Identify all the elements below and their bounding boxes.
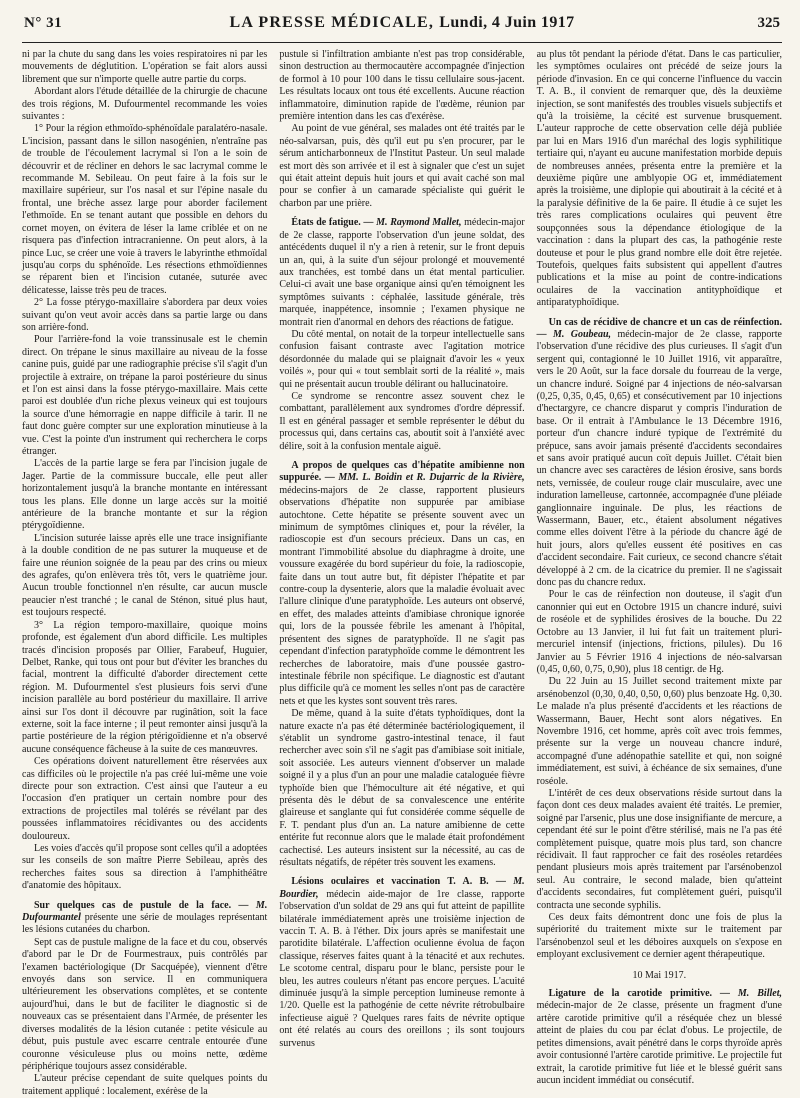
paragraph: Sept cas de pustule maligne de la face et du cou, observés d'abord par le Dr de Fourmestraux, puis contrôlés par l'examen bactériologique (Dr Sacquépée), viennent d'être envoyés dans son service. Il en communiquera ultérieurement les observations complètes, et se contente aujourd'hui, dans le but de faciliter le diagnostic si de nouveaux cas se présentaient dans l'Armée, de présenter les diverses modalités de la lésion cutanée : petite vésicule au début, puis pustule avec escarre centrale entourée d'une couronne vésiculeuse plus ou moins nette, œdème périphérique toujours assez considérable. — [22, 936, 268, 1072]
section-intro: médecins-majors de 2e classe, rapportent plusieurs observations d'hépatite non suppurée par amibiase autochtone. Cette hépatite se présente souvent avec un minimum de symptômes cliniques et, pour la révéler, la radioscopie est d'un secours précieux. Dans un cas, en montrant l'immobilité absolue du diaphragme à droite, une voussure exagérée du bord supérieur du foie, la radioscopie, faite dans un tout autre but, fit dépister l'hépatite et par contre-coup la dysenterie, alors que la maladie évoluait avec l'allure clinique d'une paratyphoïde. Les auteurs ont observé, en effet, des malades atteints d'amibiase chronique ignorée qui, lors de la poussée fébrile les amenant à l'hôpital, présentent des signes de paratyphoïde. Il ne s'agit pas cependant d'infection paratyphoïde comme le démontrent les recherches de laboratoire, mais d'une poussée gastro-intestinale fébrile non spécifique. Le diagnostic est d'autant plus difficile qu'à ce moment les selles n'ont pas de caractère nets et que les kystes sont souvent très rares. — [279, 484, 525, 707]
section-author: — M. Raymond Mallet, — [363, 217, 462, 229]
section-author: — MM. L. Boidin et R. Dujarric de la Rivière, — [324, 472, 525, 484]
section-author: — M. Bourdier, — [279, 876, 525, 900]
paragraph: Ces deux faits démontrent donc une fois de plus la supériorité du traitement mixte sur le traitement par l'arsénobenzol seul et les déboires auxquels on s'expose en employant exclusivement ce dernier agent thérapeutique. — [536, 912, 782, 961]
page-header — [22, 14, 782, 43]
paragraph: 3° La région temporo-maxillaire, quoique moins profonde, est également d'un abord difficile. Les multiples tracés d'incision proposés par Ollier, Farabeuf, Huguier, Delbet, Ranke, qui tous ont pour but d'éviter les branches du facial, montrent la difficulté d'aborder directement cette région. M. Dufourmentel s'est plusieurs fois servi d'une incision parallèle au bord postérieur du maxillaire. Il arrive ainsi sur l'os dont il découvre par ruginâtion, soit la face externe, soit la face interne ; il peut remonter ainsi jusqu'à la partie postérieure de la région ptérigoïdienne et n'a observé aucune conséquence fâcheuse à la suite de ces manœuvres. — [22, 619, 268, 755]
paragraph: Du 22 Juin au 15 Juillet second traitement mixte par arsénobenzol (0,30, 0,40, 0,50, 0,60) plus benzoate Hg. 0,30. Le malade n'a plus présenté d'accidents et les réactions de Wassermann, Bauer, Hecht sont alors négatives. En Novembre 1916, cet homme, après coït avec trois femmes, présente sur la verge un nouveau chancre induré, accompagné d'une adénopathie satellite et qui, non soigné immédiatement, est suivi, à échéance de six semaines, d'une roséole. — [536, 676, 782, 787]
section-title: États de fatigue. — [291, 217, 361, 229]
paragraph: Abordant alors l'étude détaillée de la chirurgie de chacune des trois régions, M. Dufourmentel recommande les voies suivantes : — [22, 86, 268, 123]
section-author: — M. Dufourmantel — [22, 899, 268, 924]
issue-number: N° 31 — [24, 15, 63, 31]
journal-name: LA PRESSE MÉDICALE, — [229, 14, 435, 31]
column-1 — [22, 49, 268, 1097]
section-heading — [537, 988, 782, 1087]
section-heading — [279, 460, 524, 708]
paragraph: L'auteur précise cependant de suite quelques points du traitement appliqué : localement, exérèse de la — [22, 1073, 268, 1097]
section-author: — M. Billet, — [719, 988, 782, 1000]
section-intro: présente une série de moulages représentant les lésions cutanées du charbon. — [22, 912, 268, 936]
section-title: Lésions oculaires et vaccination T. A. B. — [291, 876, 489, 888]
section-intro: médecin-major de 2e classe, rapporte l'observation d'une récidive des plus curieuses. Il s'agit d'un sergent qui, contagionné le 10 Juillet 1916, vit apparaître, vers le 20 Août, sur la face dorsale du fourreau de la verge, un chancre induré. Soigné par 4 injections de néo-salvarsan (0,25, 0,35, 0,45, 0,65) et consécutivement par 10 injections d'hectargyre, ce chancre disparut y compris l'induration de base. Or il entrait à l'Ambulance le 13 Décembre 1916, porteur d'un chancre induré typique de l'extrémité du prépuce, sans avoir jamais présenté d'accidents secondaires et sans avoir pratiqué aucun coït depuis Juillet. C'était bien un chancre avec ses caractères de lésion érosive, sans bords nets, vernissée, de couleur rouge clair musculaire, avec une induration lamelleuse, cartonnée, accompagnée d'une pléiade ganglionnaire inguinale. De plus, les réactions de Wassermann, Bauer, etc., étaient absolument négatives comme elles doivent l'être à la période du chancre âgé de huit jours, alors qu'elles eussent été positives en cas d'accident secondaire. Fait curieux, ce second chancre s'était développé à 2 cm. de la cicatrice du premier. Il ne s'agissait donc pas du chancre redux. — [536, 328, 782, 589]
section-intro: médecin-major de 2e classe, présente un fragment d'une artère carotide primitive qu'il a réséquée chez un blessé atteint de plaies du cou par éclat d'obus. Le projectile, de petites dimensions, avait pénétré dans le corps thyroïde après avoir contusionné l'artère carotide primitive. Le projectile fut extrait, la carotide primitive fut liée et le blessé guérit sans aucun incident immédiat ou consécutif. — [536, 1000, 782, 1086]
paragraph: Ces opérations doivent naturellement être réservées aux cas difficiles où le projectile n'a pas créé lui-même une voie directe pour son extraction. C'est ainsi que l'auteur a eu l'occasion d'en pratiquer un certain nombre pour des extractions de projectiles mal tolérés se révélant par des poussées inflammatoires récidivantes ou des accidents douloureux. — [22, 756, 268, 842]
section-heading — [22, 900, 267, 937]
paragraph: pustule si l'infiltration ambiante n'est pas trop considérable, sinon destruction au thermocautère accompagnée d'injection de formol à 10 pour 100 dans le tissu cellulaire sous-jacent. Les résultats locaux ont tous été excellents. Aucune réaction inflammatoire, diminution rapide de l'œdème, réunion par première intention dans les cas d'exérèse. — [279, 49, 525, 123]
paragraph: Du côté mental, on notait de la torpeur intellectuelle sans confusion faisant contraste avec l'agitation motrice désordonnée du malade qui se plaignait d'avoir les « yeux voilés », pour qui « tout semblait sorti de la réalité », mais qui ne présentait aucun trouble délirant ou hallucinatoire. — [279, 328, 525, 390]
section-title: A propos de quelques cas d'hépatite amibienne non suppurée. — [279, 460, 525, 484]
issue-date: Lundi, 4 Juin 1917 — [439, 14, 575, 31]
paragraph: Au point de vue général, ses malades ont été traités par le néo-salvarsan, puis, dès qu'il eut pu s'en procurer, par le sérum anticharbonneux de l'Institut Pasteur. Un seul malade est mort dès son arrivée et il est à signaler que c'est un sujet qui était atteint depuis huit jours et qui avait caché son mal pour se confier à un camarade spécialiste qui guérit le charbon par une prière. — [279, 123, 525, 209]
section-intro: médecin aide-major de 1re classe, rapporte l'observation d'un soldat de 29 ans qui fut atteint de papillite bilatérale immédiatement après une troisième injection de vaccin T. A. B. à l'éther. Dix jours après se manifestait une parotidite bilatérale. L'affection oculienne évolua de façon classique, réserves faites quant à la ténacité et aux rechutes. Le scotome central, disparu pour le blanc, persiste pour le bleu, les autres couleurs n'étant pas encore perçues. L'acuité diminuée jusqu'à la simple perception lumineuse remonte à 1/20. Quelle est la pathogénie de cette névrite rétrobulbaire infectieuse aiguë ? Quelques rares faits de névrite optique ont été relatés au cours des oreillons ; ils sont toujours survenus — [279, 888, 525, 1049]
section-heading — [279, 876, 524, 1050]
paragraph: Pour le cas de réinfection non douteuse, il s'agit d'un canonnier qui eut en Octobre 1915 un chancre induré, suivi de roséole et de syphilides érosives de la bouche. Du 22 Octobre au 13 Janvier, il lui fut fait un traitement pluri-mercuriel intensif (injections, frictions, pilules). Du 16 Janvier au 5 Février 1916 4 injections de néo-salvarsan (0,45, 0,60, 0,75, 0,90), plus 18 centigr. de Hg. — [536, 589, 782, 675]
session-date: 10 Mai 1917. — [632, 969, 687, 981]
paragraph: ni par la chute du sang dans les voies respiratoires ni par les mouvements de déglutition. L'opération se fait alors aussi librement que sur n'importe quelle autre partie du corps. — [22, 49, 268, 85]
section-heading — [279, 217, 524, 329]
paragraph: Ce syndrome se rencontre assez souvent chez le combattant, parallèlement aux syndromes d'ordre dépressif. Il est en général passager et semble représenter le début du processus qui, dans certains cas, aboutit soit à l'anxiété avec délire, soit à la confusion mentale aiguë. — [279, 390, 525, 452]
column-3 — [536, 49, 782, 1086]
section-heading — [537, 317, 782, 590]
section-intro: médecin-major de 2e classe, rapporte l'observation d'un jeune soldat, des antécédents duquel il n'y a rien à retenir, sur le front depuis un an, qui, à la suite d'un séjour prolongé et mouvementé aux tranchées, est tombé dans un état mental particulier. Celui-ci avait une base organique ainsi qu'en témoignent les symptômes suivants : céphalée, lassitude générale, très marquée, inappétence, insomnie ; l'examen physique ne montrait rien d'anormal en dehors des réactions de fatigue. — [279, 217, 525, 328]
section-title: Sur quelques cas de pustule de la face. — [34, 899, 232, 911]
section-title: Un cas de récidive de chancre et un cas de réinfection. — [548, 316, 782, 328]
paragraph: L'accès de la partie large se fera par l'incision jugale de Jager. Partie de la commissure buccale, elle peut aller horizontalement jusqu'à la branche montante en intéressant tous les plans. Elle donne un large accès sur la moitié antérieure de la branche montante et sur la région ptérygoïdienne. — [22, 458, 268, 532]
paragraph: Les voies d'accès qu'il propose sont celles qu'il a adoptées sur les conseils de son maître Pierre Sebileau, après des recherches faites sous sa direction à l'amphithéâtre d'anatomie des hôpitaux. — [22, 843, 268, 892]
paragraph: au plus tôt pendant la période d'état. Dans le cas particulier, les symptômes oculaires ont précédé de seize jours la période d'invasion. En ce qui concerne l'influence du vaccin T. A. B., il convient de remarquer que, dès la deuxième injection, se sont manifestés des troubles visuels subjectifs et qu'à la troisième, la cécité est survenue brusquement. L'auteur rapproche de cette observation celle déjà publiée par lui en Mars 1916 d'un maréchal des logis syphilitique tertiaire qui, n'ayant eu aucune manifestation morbide depuis de nombreuses années, présenta entre la première et la deuxième piqûre une amblyopie OG et, immédiatement après la troisième, une diplopie qui aboutirait à la cécité et à la paralysie définitive de la 6e paire. Il étudie à ce sujet les très rares complications oculaires qui peuvent être soupçonnées sous la dépendance étiologique de la vaccination : dans la plupart des cas, la pathogénie reste douteuse et pour le plus grand nombre elle doit être rejetée. Toutefois, quelques faits subsistent qui appellent d'autres publications et la mise au point de contre-indications oculaires de la vaccination antityphoïdique et antiparatyphoïdique. — [536, 49, 782, 309]
paragraph: 1° Pour la région ethmoïdo-sphénoïdale paralatéro-nasale. L'incision, passant dans le sillon nasogénien, n'entraîne pas de trouble de l'écoulement lacrymal si l'on a le soin de découvrir et de récliner en dehors le sac lacrymal comme le recommande M. Sebileau. On peut faire à la fois sur le maxillaire supérieur, sur l'os nasal et sur l'épine nasale du frontal, une brèche assez large pour aborder facilement l'ethmoïde. En se tenant autant que possible en dehors du cornet moyen, on évitera de léser la lame criblée et on ne risquera pas d'infection intracranienne. On peut alors, à la pince Luc, se créer une voie à travers le labyrinthe ethmoïdal jusqu'au corps du sphénoïde. Les résections ethmoïdiennes se réparent bien et l'incision cutanée, suturée avec délicatesse, laisse très peu de traces. — [22, 123, 268, 296]
paragraph: De même, quand à la suite d'états typhoïdiques, dont la nature exacte n'a pas été déterminée bactériologiquement, il s'établit un syndrome gastro-intestinal tenace, il faut rechercher avec soin s'il ne s'agit pas d'amibiase soit initiale, soit associée. Les auteurs viennent d'observer un malade soigné il y a plus d'un an pour une maladie cataloguée fièvre typhoïde bien que l'hémoculture ait été négative, et qui présenta dès le début de sa convalescence une entérite glaireuse et sanglante qui fut considérée comme séquelle de F. T. pendant plus d'un an. La nature amibienne de cette entérite fut reconnue alors que le malade était profondément cachectisé. Les auteurs insistent sur la nécessité, au cas de résultats négatifs, de répéter très souvent les examens. — [279, 708, 525, 868]
column-2 — [279, 49, 524, 1077]
section-author: — M. Goubeau, — [536, 328, 612, 340]
section-title: Ligature de la carotide primitive. — [548, 988, 713, 1000]
paragraph: L'intérêt de ces deux observations réside surtout dans la façon dont ces deux malades avaient été traités. Le premier, soigné par l'arsenic, plus une dose insignifiante de mercure, a cependant été sur le point d'être stérilisé, mais ne l'a pas été complètement puisque, quatre mois plus tard, son chancre récidivait. Il faut rapprocher ce fait des roséoles retardées pendant plusieurs mois après traitement par l'arsénobenzol seul. Au contraire, le second malade, bien qu'atteint d'accidents secondaires, fut complètement guéri, puisqu'il contracta une seconde syphilis. — [536, 787, 782, 911]
paragraph: 2° La fosse ptérygo-maxillaire s'abordera par deux voies suivant qu'on veut avoir accès dans sa partie large ou dans son arrière-fond. — [22, 297, 268, 333]
paragraph: L'incision suturée laisse après elle une trace insignifiante à la double condition de ne pas suturer la muqueuse et de faire une réunion soignée de la peau par des crins ou mieux des agrafes, qu'on enlèvera très tôt, vers le quatrième jour. Aucun trouble fonctionnel n'en résulte, car aucun muscle peaucier n'est tranché ; le canal de Sténon, situé plus haut, est toujours respecté. — [22, 532, 268, 619]
page-number: 325 — [757, 15, 780, 31]
journal-title — [229, 14, 574, 32]
text-columns — [22, 49, 782, 1097]
paragraph: Pour l'arrière-fond la voie transsinusale est le chemin direct. On trépane le sinus maxillaire au niveau de la fosse canine puis, guidé par une radiographie précise s'il s'agit d'un projectile à extraire, on trépane la paroi postérieure du sinus et l'on est ainsi dans la fosse ptérygo-maxillaire. Mais cette paroi est doublée d'un riche plexus veineux qui est toujours la source d'une hémorragie en nappe difficile à tarir. Il ne faut donc guère compter sur une exploration minutieuse à la vue. C'est la pointe d'un instrument qui recherchera le corps étranger. — [22, 334, 268, 457]
